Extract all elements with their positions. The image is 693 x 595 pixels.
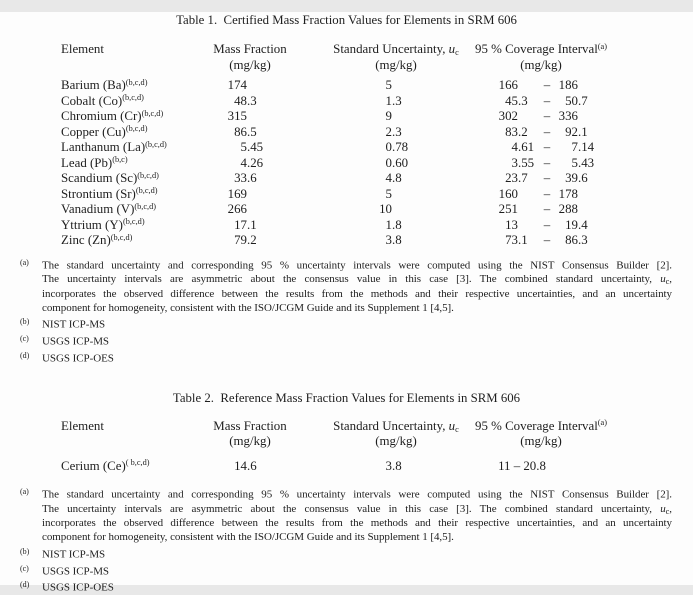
interval-high-decimal bbox=[578, 78, 600, 94]
mass-fraction-value: 4 bbox=[240, 155, 247, 170]
interval-low: 302 bbox=[498, 109, 518, 123]
interval-high-decimal bbox=[578, 109, 600, 125]
element-label: Scandium (Sc) bbox=[61, 171, 138, 185]
coverage-label: 95 % Coverage Interval bbox=[475, 418, 598, 433]
interval-low-decimal bbox=[518, 78, 540, 94]
footnote-a-line4: component for homogeneity, consistent with the ISO/JCGM Guide and its Supplement 1 [4,5]. bbox=[42, 531, 454, 544]
element-footnote-marker: (b,c,d) bbox=[135, 186, 158, 195]
table1-header-line2 bbox=[0, 58, 693, 74]
uc-symbol: u bbox=[448, 418, 456, 433]
interval-high: 86 bbox=[565, 233, 578, 247]
footnote-a-marker: (a) bbox=[20, 257, 29, 267]
element-name bbox=[61, 78, 211, 94]
interval-low: 23 bbox=[505, 171, 518, 185]
interval-value: 11 – 20.8 bbox=[498, 458, 546, 473]
interval-dash: – bbox=[543, 202, 551, 216]
mass-fraction-decimal: .2 bbox=[247, 233, 257, 247]
element-name bbox=[61, 156, 211, 172]
uncertainty-decimal bbox=[392, 187, 412, 203]
unit-spacer bbox=[61, 434, 180, 450]
interval-low-decimal: .3 bbox=[518, 93, 528, 108]
element-name bbox=[61, 459, 211, 475]
mass-fraction-value: 33 bbox=[234, 171, 247, 185]
interval-high: 19 bbox=[565, 217, 578, 232]
table-row bbox=[0, 140, 693, 156]
coverage-footnote-marker: (a) bbox=[597, 41, 607, 51]
footnote-d-marker: (d) bbox=[20, 350, 30, 360]
table2-row-cerium bbox=[0, 459, 693, 475]
interval-high-decimal: .4 bbox=[578, 217, 588, 232]
element-label: Zinc (Zn) bbox=[61, 233, 111, 247]
interval-high-decimal: .3 bbox=[578, 233, 588, 247]
mass-fraction-unit: (mg/kg) bbox=[229, 434, 271, 449]
interval-high-decimal: .43 bbox=[578, 155, 595, 170]
footnote-d bbox=[20, 578, 672, 595]
mass-fraction-value: 169 bbox=[227, 186, 247, 201]
mass-fraction-value: 14 bbox=[234, 458, 247, 473]
footnote-b-marker: (b) bbox=[20, 546, 30, 556]
table-row bbox=[0, 156, 693, 172]
uc-subscript: c bbox=[455, 48, 459, 57]
element-name bbox=[61, 202, 211, 218]
table-row bbox=[0, 125, 693, 141]
uncertainty-decimal bbox=[392, 78, 412, 94]
uc-subscript: c bbox=[665, 277, 670, 287]
footnote-c bbox=[20, 332, 672, 349]
footnote-a-line3: incorporates the observed difference between the results from the methods and their respective uncertainties, and an uncertainty bbox=[42, 287, 672, 300]
interval-high: 288 bbox=[558, 202, 578, 216]
element-label: Cerium (Ce) bbox=[61, 458, 126, 473]
interval-high-decimal: .7 bbox=[578, 93, 588, 108]
uncertainty-value: 2 bbox=[385, 124, 392, 139]
mass-fraction-decimal bbox=[247, 109, 275, 125]
element-label: Cobalt (Co) bbox=[61, 93, 123, 108]
unit-spacer bbox=[61, 58, 180, 74]
footnote-a-line3: incorporates the observed difference between the results from the methods and their respective uncertainties, and an uncertainty bbox=[42, 517, 672, 530]
element-name bbox=[61, 125, 211, 141]
col-header-mass-fraction: Mass Fraction bbox=[213, 42, 287, 56]
col-header-element: Element bbox=[61, 418, 104, 433]
col-header-coverage-interval bbox=[472, 42, 610, 58]
mass-fraction-value: 17 bbox=[234, 217, 247, 232]
interval-dash: – bbox=[543, 171, 551, 185]
element-name bbox=[61, 109, 211, 125]
footnote-b-marker: (b) bbox=[20, 317, 30, 327]
mass-fraction-value: 315 bbox=[227, 109, 247, 123]
interval-high: 186 bbox=[558, 78, 578, 92]
element-label: Yttrium (Y) bbox=[61, 217, 123, 232]
element-footnote-marker: (b,c,d) bbox=[141, 108, 164, 118]
table2-header-line2 bbox=[0, 434, 693, 450]
footnote-c-marker: (c) bbox=[20, 563, 29, 573]
uncertainty-value: 1 bbox=[385, 93, 392, 108]
element-name bbox=[61, 171, 211, 187]
coverage-footnote-marker: (a) bbox=[597, 418, 607, 428]
footnote-a-text2-end: , bbox=[669, 273, 672, 286]
uncertainty-decimal: .8 bbox=[392, 458, 402, 473]
element-label: Copper (Cu) bbox=[61, 124, 126, 139]
uncertainty-decimal: .8 bbox=[392, 171, 402, 185]
footnote-a-text1: The standard uncertainty and corresponding 95 % uncertainty intervals were computed using the NIST Consensus Builder [2]. bbox=[42, 259, 672, 271]
std-uncertainty-label: Standard Uncertainty, bbox=[333, 42, 449, 56]
table-row bbox=[0, 202, 693, 218]
mass-fraction-decimal: .1 bbox=[247, 217, 257, 232]
element-label: Lanthanum (La) bbox=[61, 140, 146, 154]
coverage-unit: (mg/kg) bbox=[520, 57, 562, 72]
footnote-c-text: USGS ICP-MS bbox=[42, 565, 110, 578]
table-row bbox=[0, 233, 693, 249]
table2-title: Table 2. Reference Mass Fraction Values for Elements in SRM 606 bbox=[172, 390, 521, 405]
uc-symbol: u bbox=[660, 273, 666, 286]
element-label: Barium (Ba) bbox=[61, 78, 126, 92]
element-footnote-marker: (b,c,d) bbox=[125, 77, 148, 87]
interval-high: 5 bbox=[571, 155, 578, 170]
table-row bbox=[0, 94, 693, 110]
element-name bbox=[61, 233, 211, 249]
certificate-page bbox=[0, 12, 693, 594]
interval-dash: – bbox=[543, 78, 551, 92]
mass-fraction-decimal: .5 bbox=[247, 124, 257, 139]
element-footnote-marker: (b,c,d) bbox=[134, 201, 157, 211]
interval-low-decimal: .55 bbox=[518, 155, 535, 170]
footnote-a-text2: The uncertainty intervals are asymmetric about the consensus value in this case [3]. The combined standard uncertainty, bbox=[42, 273, 661, 286]
uc-subscript: c bbox=[665, 506, 670, 516]
element-name bbox=[61, 140, 211, 156]
table1-title: Table 1. Certified Mass Fraction Values for Elements in SRM 606 bbox=[176, 13, 517, 27]
uncertainty-decimal: .3 bbox=[392, 93, 402, 108]
uncertainty-decimal: .3 bbox=[392, 124, 402, 139]
mass-fraction-value: 174 bbox=[227, 78, 247, 92]
uncertainty-decimal bbox=[392, 109, 412, 125]
footnote-a-text2-end: , bbox=[669, 502, 672, 515]
element-label: Lead (Pb) bbox=[61, 155, 113, 170]
footnote-b bbox=[20, 545, 672, 562]
interval-high-decimal: .1 bbox=[578, 124, 588, 139]
uncertainty-value: 10 bbox=[379, 202, 392, 216]
interval-low-decimal: .61 bbox=[518, 140, 535, 154]
element-label: Vanadium (V) bbox=[61, 202, 135, 216]
element-footnote-marker: (b,c,d) bbox=[110, 232, 133, 242]
mass-fraction-value: 266 bbox=[227, 202, 247, 216]
interval-high-decimal bbox=[578, 187, 600, 203]
interval-low: 45 bbox=[505, 93, 518, 108]
footnote-b-text: NIST ICP-MS bbox=[42, 318, 106, 331]
table-row bbox=[0, 187, 693, 203]
interval-high: 50 bbox=[565, 93, 578, 108]
uncertainty-value: 5 bbox=[385, 186, 392, 201]
interval-dash: – bbox=[543, 233, 551, 247]
footnote-a-line2 bbox=[20, 272, 672, 286]
table-row bbox=[0, 218, 693, 234]
interval-low-decimal: .2 bbox=[518, 124, 528, 139]
col-header-element: Element bbox=[61, 42, 104, 56]
uncertainty-decimal: .78 bbox=[392, 140, 409, 154]
footnote-a-text1: The standard uncertainty and corresponding 95 % uncertainty intervals were computed using the NIST Consensus Builder [2]. bbox=[42, 488, 672, 501]
footnote-d-text: USGS ICP-OES bbox=[42, 352, 114, 365]
col-header-coverage-interval bbox=[472, 419, 610, 435]
col-header-mass-fraction: Mass Fraction bbox=[213, 418, 287, 433]
footnote-a-line1 bbox=[20, 485, 672, 502]
interval-dash: – bbox=[543, 155, 551, 170]
interval-high-decimal: .14 bbox=[578, 140, 595, 154]
element-label: Chromium (Cr) bbox=[61, 109, 142, 123]
table-row bbox=[0, 78, 693, 94]
interval-low: 73 bbox=[505, 233, 518, 247]
interval-dash: – bbox=[543, 217, 551, 232]
mass-fraction-value: 79 bbox=[234, 233, 247, 247]
element-name bbox=[61, 218, 211, 234]
element-name bbox=[61, 94, 211, 110]
uncertainty-value: 3 bbox=[385, 458, 392, 473]
interval-dash: – bbox=[543, 186, 551, 201]
footnote-c bbox=[20, 562, 672, 579]
footnote-b-text: NIST ICP-MS bbox=[42, 548, 106, 561]
mass-fraction-decimal bbox=[247, 78, 275, 94]
interval-high: 336 bbox=[558, 109, 578, 123]
interval-low-decimal bbox=[518, 218, 540, 234]
element-footnote-marker: ( b,c,d) bbox=[125, 458, 150, 468]
interval-dash: – bbox=[543, 140, 551, 154]
element-footnote-marker: (b,c,d) bbox=[125, 124, 148, 133]
uncertainty-decimal: .8 bbox=[392, 217, 402, 232]
footnote-a-line4: component for homogeneity, consistent with the ISO/JCGM Guide and its Supplement 1 [4,5]. bbox=[42, 301, 454, 314]
table-row bbox=[0, 109, 693, 125]
std-uncertainty-label: Standard Uncertainty, bbox=[333, 418, 449, 433]
footnote-c-text: USGS ICP-MS bbox=[42, 335, 110, 348]
interval-dash: – bbox=[543, 109, 551, 123]
footnote-a-text2: The uncertainty intervals are asymmetric about the consensus value in this case [3]. The combined standard uncertainty, bbox=[42, 502, 661, 515]
element-footnote-marker: (b,c,d) bbox=[137, 170, 159, 180]
element-footnote-marker: (b,c) bbox=[112, 155, 128, 164]
interval-low: 83 bbox=[505, 124, 518, 139]
coverage-unit: (mg/kg) bbox=[520, 434, 562, 449]
uc-symbol: u bbox=[448, 42, 456, 56]
uncertainty-value: 1 bbox=[385, 217, 392, 232]
col-header-std-uncertainty bbox=[320, 42, 472, 58]
footnote-d-marker: (d) bbox=[20, 580, 30, 590]
interval-high: 7 bbox=[571, 140, 578, 154]
interval-low-decimal: .1 bbox=[518, 233, 528, 247]
uncertainty-value: 5 bbox=[385, 78, 392, 92]
coverage-label: 95 % Coverage Interval bbox=[475, 42, 598, 56]
interval-low: 4 bbox=[511, 140, 518, 154]
uc-symbol: u bbox=[660, 502, 666, 515]
element-name bbox=[61, 187, 211, 203]
table2-footnotes bbox=[20, 485, 672, 595]
interval-dash: – bbox=[543, 124, 551, 139]
element-footnote-marker: (b,c,d) bbox=[145, 139, 167, 149]
interval-high: 39 bbox=[565, 171, 578, 185]
mass-fraction-value: 48 bbox=[234, 93, 247, 108]
interval-low-decimal: .7 bbox=[518, 171, 528, 185]
table2-header-line1 bbox=[0, 419, 693, 435]
mass-fraction-decimal: .3 bbox=[247, 93, 257, 108]
interval-low: 166 bbox=[498, 78, 518, 92]
table-row bbox=[0, 171, 693, 187]
uncertainty-value: 3 bbox=[385, 233, 392, 247]
uncertainty-decimal: .8 bbox=[392, 233, 402, 247]
footnote-a-marker: (a) bbox=[20, 487, 29, 497]
uncertainty-value: 9 bbox=[385, 109, 392, 123]
interval-low-decimal bbox=[518, 187, 540, 203]
element-footnote-marker: (b,c,d) bbox=[122, 217, 145, 226]
footnote-c-marker: (c) bbox=[20, 333, 29, 343]
mass-fraction-decimal: .45 bbox=[247, 140, 264, 154]
interval-high-decimal bbox=[578, 202, 600, 218]
table1-header bbox=[0, 42, 693, 73]
mass-fraction-decimal bbox=[247, 202, 275, 218]
interval-high-decimal: .6 bbox=[578, 171, 588, 185]
mass-fraction-decimal: .6 bbox=[247, 458, 257, 473]
uncertainty-value: 4 bbox=[385, 171, 392, 185]
interval-high: 178 bbox=[558, 186, 578, 201]
footnote-d-text: USGS ICP-OES bbox=[42, 581, 114, 594]
footnote-d bbox=[20, 349, 672, 366]
interval-low: 3 bbox=[511, 155, 518, 170]
col-header-std-uncertainty bbox=[320, 419, 472, 435]
element-footnote-marker: (b,c,d) bbox=[122, 93, 144, 102]
uncertainty-decimal: .60 bbox=[392, 155, 409, 170]
interval-low-decimal bbox=[518, 202, 540, 218]
interval-low: 160 bbox=[498, 186, 518, 201]
std-uncertainty-unit: (mg/kg) bbox=[375, 57, 417, 72]
interval-low: 251 bbox=[498, 202, 518, 216]
mass-fraction-value: 5 bbox=[240, 140, 247, 154]
mass-fraction-decimal: .6 bbox=[247, 171, 257, 185]
interval-low-decimal bbox=[518, 109, 540, 125]
mass-fraction-decimal: .26 bbox=[247, 155, 264, 170]
mass-fraction-decimal bbox=[247, 187, 275, 203]
element-label: Strontium (Sr) bbox=[61, 186, 136, 201]
footnote-b bbox=[20, 315, 672, 332]
interval-low: 13 bbox=[505, 217, 518, 232]
table2-header bbox=[0, 419, 693, 450]
mass-fraction-unit: (mg/kg) bbox=[229, 57, 271, 72]
uncertainty-value: 0 bbox=[385, 155, 392, 170]
std-uncertainty-unit: (mg/kg) bbox=[375, 434, 417, 449]
footnote-a-line1 bbox=[20, 256, 672, 273]
mass-fraction-value: 86 bbox=[234, 124, 247, 139]
uncertainty-value: 0 bbox=[385, 140, 392, 154]
interval-high: 92 bbox=[565, 124, 578, 139]
interval-dash: – bbox=[543, 93, 551, 108]
uc-subscript: c bbox=[455, 424, 459, 434]
table1-body bbox=[0, 78, 693, 249]
footnote-a-line2 bbox=[20, 502, 672, 516]
uncertainty-decimal bbox=[392, 202, 412, 218]
table1-header-line1 bbox=[0, 42, 693, 58]
table1-footnotes bbox=[20, 256, 672, 366]
